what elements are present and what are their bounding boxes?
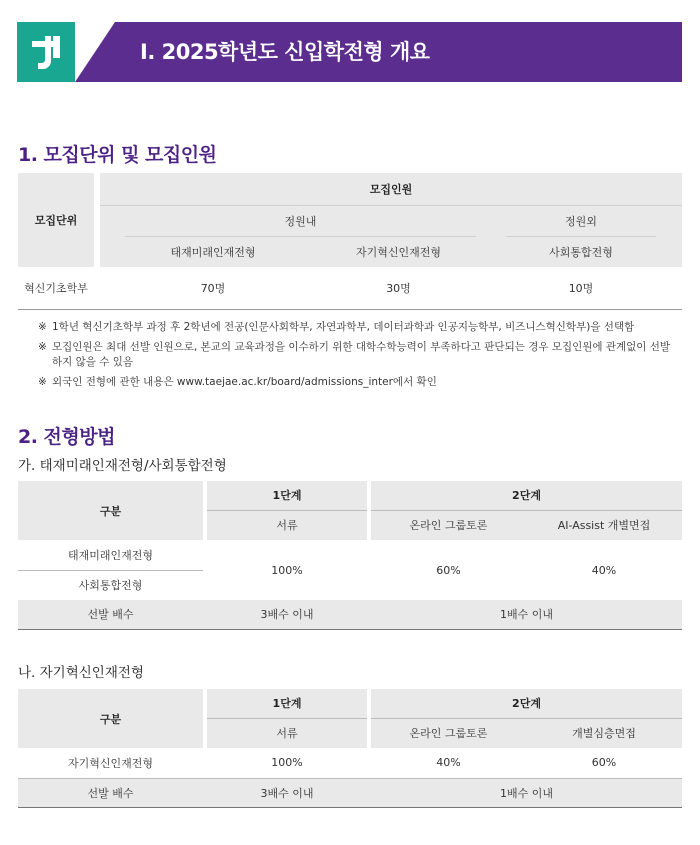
method-table-b <box>18 689 682 808</box>
header-recruit: 모집인원 <box>100 173 682 205</box>
row-value: 30명 <box>386 281 411 295</box>
row-unit: 혁신기초학부 <box>24 281 88 295</box>
notes-list <box>38 320 678 395</box>
section-heading-recruitment: 1. 모집단위 및 모집인원 <box>18 144 217 166</box>
header-type: 사회통합전형 <box>506 236 656 267</box>
subheading-b: 나. 자기혁신인재전형 <box>18 665 144 681</box>
note-item: ※ 외국인 전형에 관한 내용은 www.taejae.ac.kr/board/admissions_inter에서 확인 <box>38 376 437 388</box>
row-type: 자기혁신인재전형 <box>67 756 153 770</box>
header-stage1: 1단계 <box>207 689 367 718</box>
header-stage1-item: 서류 <box>207 718 367 748</box>
header-stage2: 2단계 <box>371 689 682 718</box>
ratio-stage1: 3배수 이내 <box>260 786 314 800</box>
page-title: I. 2025학년도 신입학전형 개요 <box>140 40 430 64</box>
header-type: 자기혁신인재전형 <box>321 236 476 267</box>
header-type: 태재미래인재전형 <box>125 236 301 267</box>
header-out-quota: 정원외 <box>506 205 656 236</box>
header-stage2-item: 개별심층면접 <box>526 718 682 748</box>
ratio-label: 선발 배수 <box>87 608 134 622</box>
row-value: 10명 <box>568 281 594 295</box>
logo-icon <box>28 32 64 72</box>
row-value: 40% <box>591 563 617 577</box>
ratio-stage2: 1배수 이내 <box>500 608 553 622</box>
row-value: 60% <box>436 563 461 577</box>
row-value: 100% <box>271 563 303 577</box>
header-in-quota: 정원내 <box>125 205 476 236</box>
row-value: 60% <box>591 756 617 770</box>
ratio-stage1: 3배수 이내 <box>260 608 314 622</box>
row-value: 100% <box>271 756 303 770</box>
note-item: ※ 모집인원은 최대 선발 인원으로, 본교의 교육과정을 이수하기 위한 대학수학능력이 부족하다고 판단되는 경우 모집인원에 관계없이 선발하지 않을 수 있음 <box>38 341 671 368</box>
row-value: 70명 <box>200 281 226 295</box>
header-stage2: 2단계 <box>371 481 682 510</box>
header-stage2-item: 온라인 그룹토론 <box>371 718 526 748</box>
university-logo <box>17 22 75 82</box>
row-type: 사회통합전형 <box>78 579 143 593</box>
subheading-a: 가. 태재미래인재전형/사회통합전형 <box>18 458 227 474</box>
method-table-a <box>18 481 682 630</box>
row-type: 태재미래인재전형 <box>18 540 203 570</box>
ratio-stage2: 1배수 이내 <box>500 786 553 800</box>
note-item: ※ 1학년 혁신기초학부 과정 후 2학년에 전공(인문사회학부, 자연과학부, 데이터과학과 인공지능학부, 비즈니스혁신학부)을 선택함 <box>38 321 635 333</box>
header-stage1: 1단계 <box>207 481 367 510</box>
header-stage2-item: AI-Assist 개별면접 <box>526 510 682 540</box>
header-stage2-item: 온라인 그룹토론 <box>371 510 526 540</box>
header-stage1-item: 서류 <box>207 510 367 540</box>
header-unit: 모집단위 <box>18 173 94 267</box>
recruitment-table <box>18 173 682 310</box>
header-division: 구분 <box>18 481 203 540</box>
header-division: 구분 <box>18 689 203 748</box>
ratio-label: 선발 배수 <box>87 786 134 800</box>
section-heading-method: 2. 전형방법 <box>18 426 115 448</box>
row-value: 40% <box>436 756 461 770</box>
